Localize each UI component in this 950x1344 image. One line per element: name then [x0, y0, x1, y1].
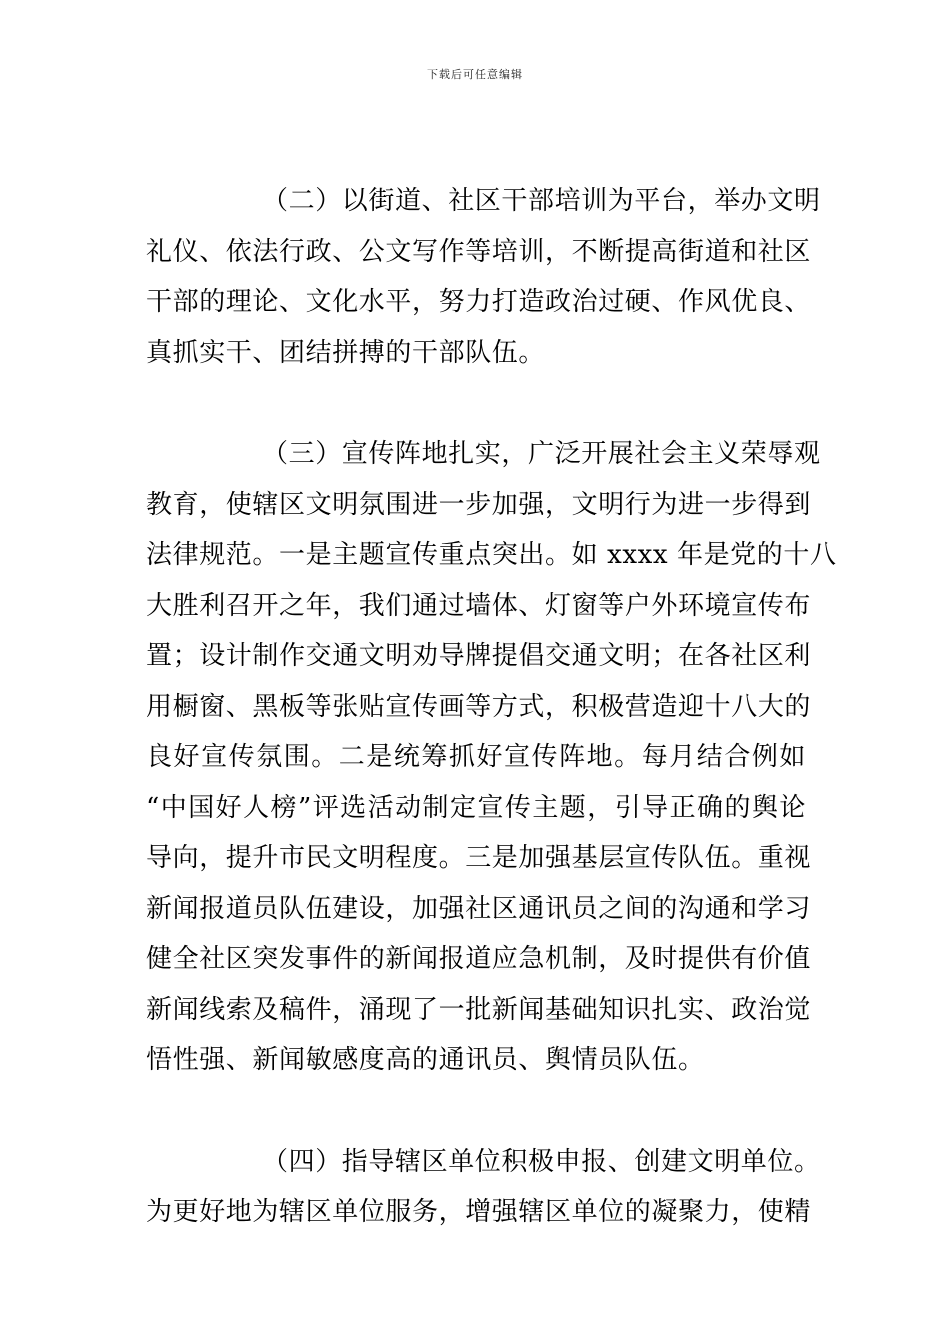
paragraph-line: 干部的理论、文化水平，努力打造政治过硬、作风优良、: [146, 287, 812, 317]
paragraph-line: 健全社区突发事件的新闻报道应急机制，及时提供有价值: [146, 944, 812, 974]
paragraph-line: （二）以街道、社区干部培训为平台，举办文明: [262, 186, 821, 216]
paragraph-line: 良好宣传氛围。二是统筹抓好宣传阵地。每月结合例如: [146, 742, 806, 772]
paragraph-line: 置；设计制作交通文明劝导牌提倡交通文明；在各社区利: [146, 641, 812, 671]
paragraph-line: 真抓实干、团结拼搏的干部队伍。: [146, 337, 546, 368]
document-body: [146, 176, 837, 1238]
paragraph-3: [146, 429, 837, 1086]
paragraph-4: [146, 1137, 821, 1238]
paragraph-line: 为更好地为辖区单位服务，增强辖区单位的凝聚力，使精: [146, 1197, 812, 1227]
paragraph-2: [146, 176, 821, 378]
header-note: 下载后可任意编辑: [427, 68, 523, 81]
paragraph-line: “中国好人榜”评选活动制定宣传主题，引导正确的舆论: [146, 792, 806, 823]
paragraph-spacer: [146, 378, 806, 429]
paragraph-line: 导向，提升市民文明程度。三是加强基层宣传队伍。重视: [146, 843, 812, 873]
paragraph-line: 新闻报道员队伍建设，加强社区通讯员之间的沟通和学习: [146, 893, 812, 924]
paragraph-line: 悟性强、新闻敏感度高的通讯员、舆情员队伍。: [146, 1045, 705, 1075]
paragraph-line: （四）指导辖区单位积极申报、创建文明单位。: [262, 1146, 821, 1177]
paragraph-spacer: [146, 1086, 806, 1137]
paragraph-line: 礼仪、依法行政、公文写作等培训，不断提高街道和社区: [146, 236, 812, 267]
paragraph-line: 用橱窗、黑板等张贴宣传画等方式，积极营造迎十八大的: [146, 691, 812, 722]
paragraph-line: （三）宣传阵地扎实，广泛开展社会主义荣辱观: [262, 439, 821, 469]
paragraph-line: 新闻线索及稿件，涌现了一批新闻基础知识扎实、政治觉: [146, 994, 812, 1025]
paragraph-line: 大胜利召开之年，我们通过墙体、灯窗等户外环境宣传布: [146, 590, 812, 621]
paragraph-line: 教育，使辖区文明氛围进一步加强，文明行为进一步得到: [146, 489, 812, 520]
paragraph-line: 法律规范。一是主题宣传重点突出。如 xxxx 年是党的十八: [146, 540, 837, 570]
